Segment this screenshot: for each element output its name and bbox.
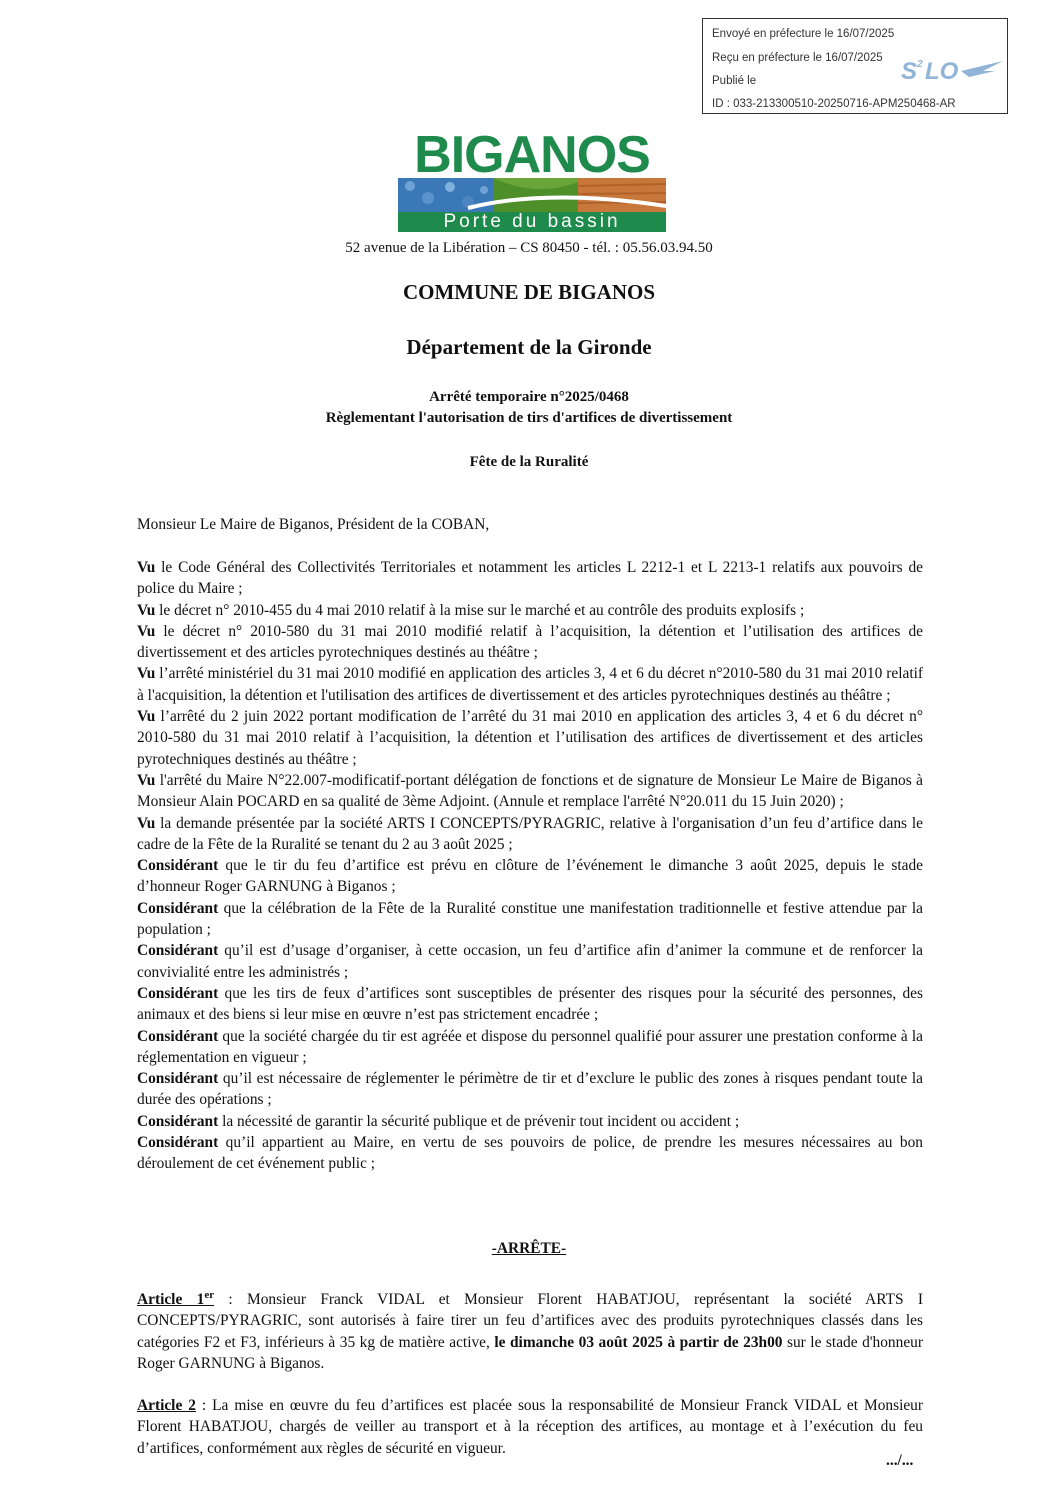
stamp-received-date: Reçu en préfecture le 16/07/2025 [712, 52, 883, 64]
consideration-keyword: Vu [137, 814, 156, 832]
article-1-label: Article 1er [137, 1289, 215, 1309]
considerations-list [137, 557, 923, 1175]
consideration-item [137, 770, 923, 813]
event-title: Fête de la Ruralité [469, 454, 589, 470]
consideration-text: le décret n° 2010-580 du 31 mai 2010 modifié relatif à l’acquisition, la détention et l’utilisation des artifices de divertissement et des articles pyrotechniques destinés au théâtre ; [137, 622, 923, 662]
consideration-item [137, 621, 923, 664]
consideration-text: la demande présentée par la société ARTS I CONCEPTS/PYRAGRIC, relative à l'organisation d’un feu d’artifice dans le cadre de la Fête de la Ruralité se tenant du 2 au 3 août 2025 ; [137, 814, 923, 853]
consideration-keyword: Vu [137, 601, 156, 619]
consideration-keyword: Considérant [137, 1027, 219, 1045]
arrete-heading: -ARRÊTE- [491, 1240, 567, 1257]
consideration-item [137, 855, 923, 898]
consideration-keyword: Considérant [137, 1112, 219, 1130]
svg-text:S: S [901, 58, 918, 85]
consideration-keyword: Vu [137, 622, 156, 640]
stamp-published: Publié le [712, 75, 757, 87]
consideration-text: l’arrêté du 2 juin 2022 portant modification de l’arrêté du 31 mai 2010 en application des articles 3, 4 et 6 du décret n° 2010-580 du 31 mai 2010 relatif à l’acquisition, la détention et l’utilisation des artifices de divertissement et des articles pyrotechniques destinés au théâtre ; [137, 708, 923, 768]
consideration-item [137, 940, 923, 983]
consideration-text: que le tir du feu d’artifice est prévu en clôture de l’événement le dimanche 3 août 2025, depuis le stade d’honneur Roger GARNUNG à Biganos ; [137, 857, 923, 896]
landscape-band-icon [398, 178, 666, 212]
consideration-item [137, 898, 923, 941]
consideration-item [137, 1068, 923, 1111]
consideration-text: qu’il est d’usage d’organiser, à cette occasion, un feu d’artifice afin d’animer la commune et de renforcer la convivialité entre les administrés ; [137, 942, 923, 981]
consideration-keyword: Considérant [137, 1134, 219, 1152]
consideration-text: que la célébration de la Fête de la Ruralité constitue une manifestation traditionnelle et festive attendue par la population ; [137, 899, 923, 939]
consideration-keyword: Considérant [137, 942, 219, 960]
consideration-keyword: Considérant [137, 984, 219, 1002]
consideration-item [137, 983, 923, 1026]
consideration-keyword: Vu [137, 559, 156, 576]
svg-text:BIGANOS: BIGANOS [414, 128, 650, 176]
consideration-keyword: Vu [137, 665, 156, 683]
article-2-text: : La mise en œuvre du feu d’artifices est placée sous la responsabilité de Monsieur Franck VIDAL et Monsieur Florent HABATJOU, chargés de veiller au transport et à la réception des artifices, au montage et à l’exécution du feu d’artifices, conformément aux règles de sécurité en vigueur. [137, 1397, 924, 1457]
consideration-keyword: Considérant [137, 899, 219, 917]
article-2 [137, 1395, 923, 1459]
prefecture-stamp [702, 18, 1008, 114]
consideration-text: le décret n° 2010-455 du 4 mai 2010 relatif à la mise sur le marché et au contrôle des produits explosifs ; [155, 601, 805, 619]
mairie-address: 52 avenue de la Libération – CS 80450 - tél. : 05.56.03.94.50 [345, 240, 713, 256]
consideration-item [137, 813, 923, 856]
consideration-text: l’arrêté ministériel du 31 mai 2010 modifié en application des articles 3, 4 et 6 du décret n°2010-580 du 31 mai 2010 relatif à l'acquisition, la détention et l'utilisation des artifices de divertissement et des articles pyrotechniques destinés au théâtre ; [137, 665, 923, 704]
consideration-text: que la société chargée du tir est agréée et dispose du personnel qualifié pour assurer une prestation conforme à la réglementation en vigueur ; [137, 1027, 923, 1066]
article-1-date: le dimanche 03 août 2025 à partir de 23h00 [494, 1333, 783, 1351]
arrete-object: Règlementant l'autorisation de tirs d'artifices de divertissement [325, 410, 733, 426]
article-1-location: sur le stade d'honneur Roger GARNUNG à Biganos. [137, 1333, 923, 1373]
stamp-sent-date: Envoyé en préfecture le 16/07/2025 [712, 28, 895, 40]
intro-text: Monsieur Le Maire de Biganos, Président de la COBAN, [137, 516, 490, 533]
article-1 [137, 1285, 923, 1374]
consideration-keyword: Considérant [137, 857, 219, 875]
consideration-text: la nécessité de garantir la sécurité publique et de prévenir tout incident ou accident ; [218, 1112, 740, 1130]
consideration-text: qu’il appartient au Maire, en vertu de ses pouvoirs de police, de prendre les mesures nécessaires au bon déroulement de cet événement public ; [137, 1134, 923, 1173]
commune-title: COMMUNE DE BIGANOS [402, 280, 655, 304]
consideration-text: le Code Général des Collectivités Territoriales et notamment les articles L 2212-1 et L 2213-1 relatifs aux pouvoirs de police du Maire ; [137, 559, 923, 598]
consideration-text: qu’il est nécessaire de réglementer le périmètre de tir et d’exclure le public des zones à risques pendant toute la durée des opérations ; [137, 1070, 923, 1109]
consideration-item [137, 1026, 923, 1069]
consideration-keyword: Vu [137, 708, 156, 726]
consideration-keyword: Vu [137, 771, 156, 789]
consideration-item [137, 663, 923, 706]
arrete-number: Arrêté temporaire n°2025/0468 [429, 389, 629, 405]
consideration-item [137, 1111, 923, 1132]
logo-tagline: Porte du bassin [398, 212, 666, 232]
article-1-text: : Monsieur Franck VIDAL et Monsieur Florent HABATJOU, représentant la société ARTS I CONCEPTS/PYRAGRIC, sont autorisés à faire tirer un feu d’artifices avec des produits pyrotechniques classés dans les catégories F2 et F3, inférieurs à 35 kg de matière active, [137, 1291, 923, 1351]
consideration-item [137, 600, 923, 621]
svg-text:2: 2 [917, 59, 923, 70]
stamp-id: ID : 033-213300510-20250716-APM250468-AR [712, 98, 956, 110]
page-continuation: .../... [886, 1452, 914, 1469]
department-title: Département de la Gironde [406, 335, 652, 359]
article-2-label: Article 2 [137, 1397, 196, 1414]
consideration-item [137, 557, 923, 600]
consideration-text: que les tirs de feux d’artifices sont susceptibles de présenter des risques pour la sécurité des personnes, des animaux et des biens si leur mise en œuvre n’est pas strictement encadrée ; [137, 984, 923, 1024]
svg-text:LO: LO [925, 58, 959, 85]
s2lo-logo-icon [899, 55, 1005, 85]
biganos-wordmark-icon [394, 128, 670, 176]
consideration-keyword: Considérant [137, 1070, 219, 1088]
consideration-item [137, 1132, 923, 1175]
biganos-logo [394, 128, 670, 236]
consideration-text: l'arrêté du Maire N°22.007-modificatif-portant délégation de fonctions et de signature de Monsieur Le Maire de Biganos à Monsieur Alain POCARD en sa qualité de 3ème Adjoint. (Annule et remplace l'arrêté N°20.011 du 15 Juin 2020) ; [137, 771, 923, 811]
consideration-item [137, 706, 923, 770]
